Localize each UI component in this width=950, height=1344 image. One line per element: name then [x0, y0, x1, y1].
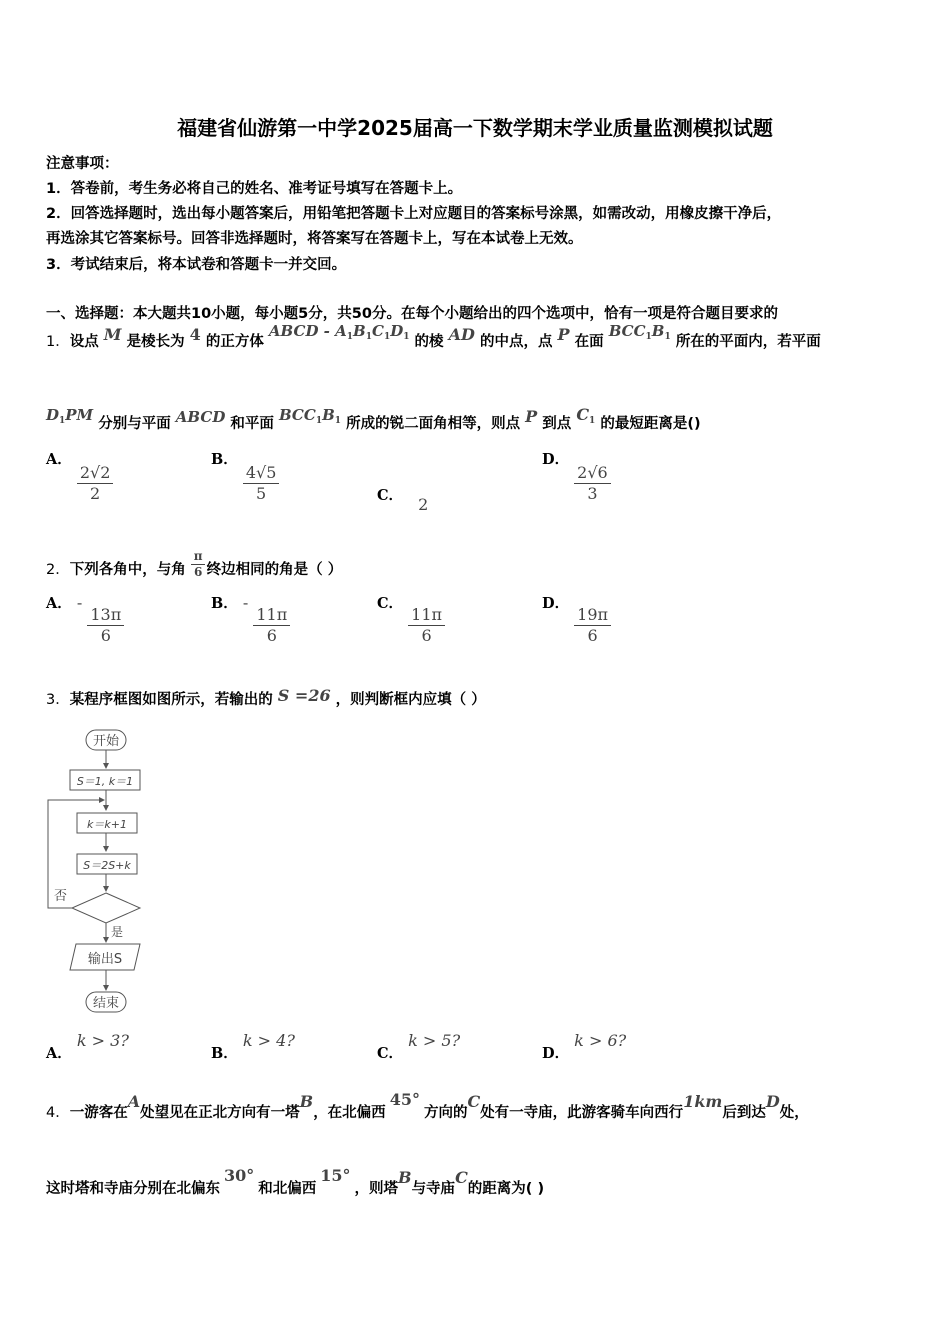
note-3: 3．考试结束后，将本试卷和答题卡一并交回。: [46, 257, 347, 273]
q1-option-d[interactable]: D． $\frac{2√6}{3}$: [542, 462, 611, 504]
q2-option-a[interactable]: A． - $\frac{13\pi}{6}$: [46, 604, 124, 646]
notes-heading: 注意事项：: [46, 156, 119, 172]
q1-option-a[interactable]: A． $\frac{2√2}{2}$: [46, 462, 113, 504]
flowchart: [40, 720, 160, 1020]
q2-option-b[interactable]: B． - $\frac{11\pi}{6}$: [211, 604, 290, 646]
question-1-line-1: 1．设点 M 是棱长为 4 的正方体 ABCD - $A_1B_1C_1D_1$ 的棱 AD 的中点，点 P 在面 $BCC_1B_1$ 所在的平面内，若平面: [46, 322, 821, 350]
note-2b: 再选涂其它答案标号。回答非选择题时，将答案写在答题卡上，写在本试卷上无效。: [46, 231, 583, 247]
question-1-line-2: $D_1PM$ 分别与平面 ABCD 和平面 $BCC_1B_1$ 所成的锐二面角相等，则点 P 到点 $C_1$ 的最短距离是(): [46, 405, 701, 432]
q1-option-b[interactable]: B． $\frac{4√5}{5}$: [211, 462, 279, 504]
flow-decision-node: [72, 893, 140, 923]
flow-init-label: S＝1, k＝1: [76, 775, 134, 788]
note-1: 1．答卷前，考生务必将自己的姓名、准考证号填写在答题卡上。: [46, 181, 463, 197]
question-number: 1．: [46, 334, 70, 350]
q1-option-c[interactable]: C． 2: [377, 487, 429, 514]
question-3: 3．某程序框图如图所示，若输出的 S =26 ，则判断框内应填（ ）: [46, 686, 486, 708]
plane-label: $BCC_1B_1$: [608, 322, 671, 342]
note-2a: 2．回答选择题时，选出每小题答案后，用铅笔把答题卡上对应题目的答案标号涂黑，如需改动，用橡皮擦干净后，: [46, 206, 782, 222]
flow-update-label: S＝2S+k: [83, 859, 131, 872]
section-heading: 一、选择题：本大题共10小题，每小题5分，共50分。在每个小题给出的四个选项中，恰有一项是符合题目要求的: [46, 306, 778, 322]
flow-start-label: 开始: [92, 734, 120, 749]
q3-option-d[interactable]: D． k > 6?: [542, 1031, 627, 1062]
flow-increment-label: k＝k+1: [87, 818, 127, 831]
question-2: 2．下列各角中，与角 $\frac{\pi}{6}$ 终边相同的角是（ ）: [46, 549, 343, 579]
q2-option-d[interactable]: D． $\frac{19\pi}{6}$: [542, 604, 611, 646]
q2-option-c[interactable]: C． $\frac{11\pi}{6}$: [377, 604, 445, 646]
page-title: 福建省仙游第一中学2025届高一下数学期末学业质量监测模拟试题: [177, 116, 773, 140]
question-4-line-1: 4．一游客在A处望见在正北方向有一塔B，在北偏西45°方向的C处有一寺庙，此游客骑车向西行1km后到达D处，: [46, 1090, 809, 1121]
flow-no-label: 否: [54, 889, 68, 904]
question-4-line-2: 这时塔和寺庙分别在北偏东30°和北偏西15°，则塔B与寺庙C的距离为( ): [46, 1166, 545, 1197]
q3-option-a[interactable]: A． k > 3?: [46, 1031, 129, 1062]
flow-end-label: 结束: [92, 996, 120, 1011]
flow-yes-label: 是: [111, 925, 124, 939]
cube-label: ABCD - $A_1B_1C_1D_1$: [268, 322, 410, 342]
q3-option-c[interactable]: C． k > 5?: [377, 1031, 461, 1062]
q3-option-b[interactable]: B． k > 4?: [211, 1031, 295, 1062]
flow-output-label: 输出S: [87, 952, 123, 967]
